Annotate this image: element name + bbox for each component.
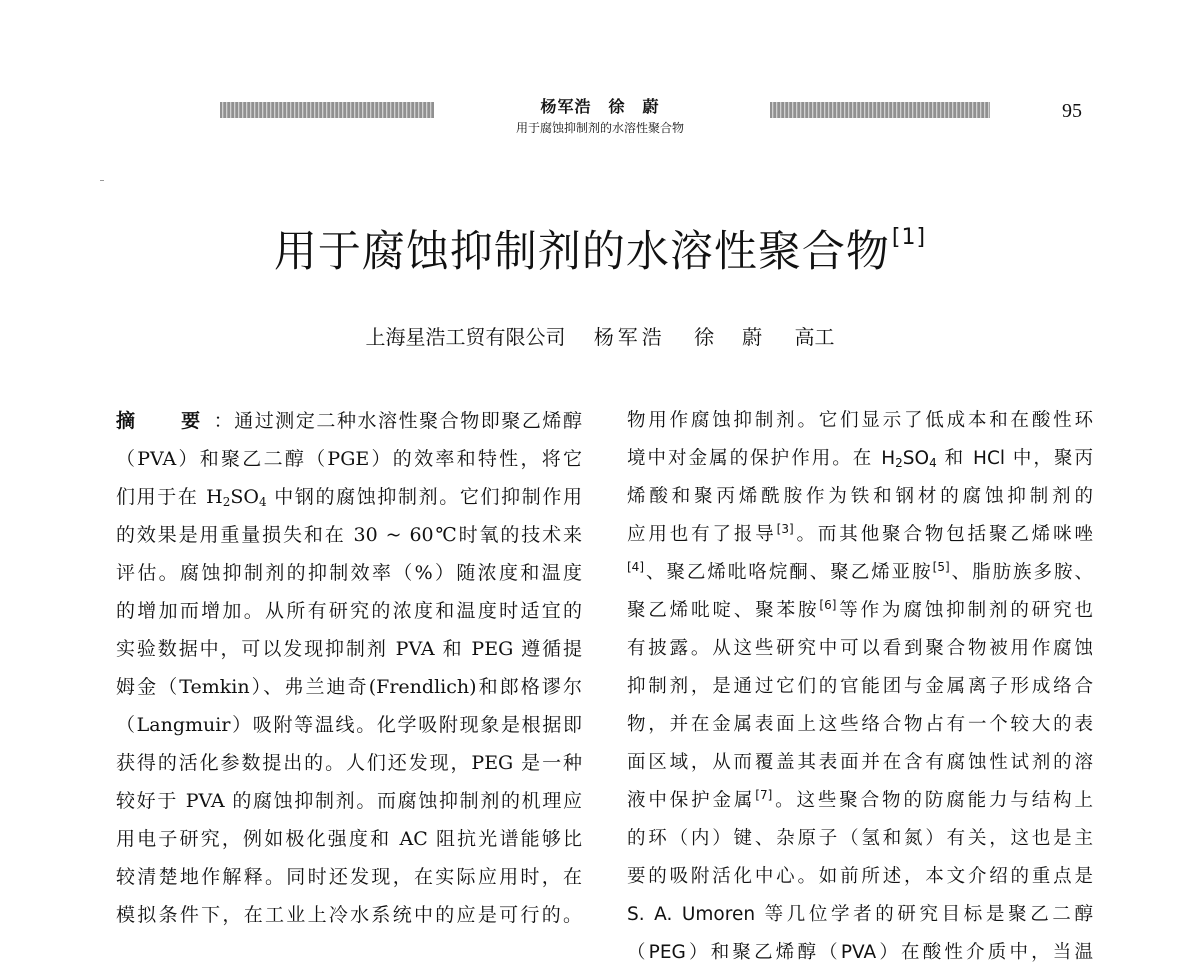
article-title bbox=[0, 222, 1200, 282]
abstract-line: （PVA）和聚乙二醇（PGE）的效率和特性，将它 bbox=[116, 448, 582, 470]
page-number: 95 bbox=[1062, 100, 1082, 122]
abstract-line: 们用于在 $H_2SO_4$ 中钢的腐蚀抑制剂。它们抑制作用 bbox=[116, 486, 583, 509]
subscript: 4 bbox=[929, 456, 937, 470]
body-line: 要的吸附活化中心。如前所述，本文介绍的重点是 bbox=[627, 866, 1093, 887]
citation-ref[interactable]: [4] bbox=[627, 560, 644, 574]
abstract-label: 摘 要 bbox=[116, 410, 214, 432]
body-line: 面区域，从而覆盖其表面并在含有腐蚀性试剂的溶 bbox=[627, 752, 1093, 773]
abstract-line: 的增加而增加。从所有研究的浓度和温度时适宜的 bbox=[116, 600, 582, 622]
abstract-line: 的效果是用重量损失和在 30 ~ 60℃时氧的技术来 bbox=[116, 524, 582, 546]
abstract-line: 较清楚地作解释。同时还发现，在实际应用时，在 bbox=[116, 866, 582, 888]
body-line: 境中对金属的保护作用。在 $H_2SO_4$ 和 HCl 中，聚丙 bbox=[627, 448, 1093, 470]
abstract-line: 获得的活化参数提出的。人们还发现，PEG 是一种 bbox=[116, 752, 582, 774]
subscript: 2 bbox=[895, 456, 903, 470]
body-line: 聚乙烯吡啶、聚苯胺[6]等作为腐蚀抑制剂的研究也 bbox=[627, 598, 1093, 621]
subscript: 2 bbox=[222, 495, 231, 509]
header-decorative-band-right bbox=[770, 102, 990, 118]
running-head bbox=[440, 96, 760, 138]
author-affiliation: 上海星浩工贸有限公司 bbox=[365, 325, 566, 349]
abstract-column bbox=[116, 402, 582, 934]
abstract-line: 姆金（Temkin）、弗兰迪奇(Frendlich)和郎格谬尔 bbox=[116, 676, 582, 698]
running-head-title: 用于腐蚀抑制剂的水溶性聚合物 bbox=[515, 121, 684, 135]
scan-artifact bbox=[100, 180, 104, 181]
abstract-line: （Langmuir）吸附等温线。化学吸附现象是根据即 bbox=[116, 714, 582, 736]
subscript: 4 bbox=[258, 495, 267, 509]
body-line: （PEG）和聚乙烯醇（PVA）在酸性介质中，当温 bbox=[627, 942, 1093, 963]
abstract-line: 模拟条件下，在工业上冷水系统中的应是可行的。 bbox=[116, 904, 582, 926]
article-title-text: 用于腐蚀抑制剂的水溶性聚合物 bbox=[273, 227, 890, 277]
abstract-line: 摘 要：通过测定二种水溶性聚合物即聚乙烯醇 bbox=[116, 410, 582, 432]
citation-ref[interactable]: [3] bbox=[776, 522, 794, 536]
title-reference[interactable]: [1] bbox=[891, 225, 927, 250]
abstract-line: 用电子研究，例如极化强度和 AC 阻抗光谱能够比 bbox=[116, 828, 582, 850]
author-name-2: 徐 蔚 bbox=[694, 325, 767, 349]
body-line: 有披露。从这些研究中可以看到聚合物被用作腐蚀 bbox=[627, 638, 1093, 659]
body-line: [4]、聚乙烯吡咯烷酮、聚乙烯亚胺[5]、脂肪族多胺、 bbox=[627, 560, 1093, 583]
running-head-authors: 杨军浩 徐 蔚 bbox=[540, 97, 660, 116]
body-line: 抑制剂，是通过它们的官能团与金属离子形成络合 bbox=[627, 676, 1093, 697]
body-line: 应用也有了报导[3]。而其他聚合物包括聚乙烯咪唑 bbox=[627, 522, 1093, 545]
body-column bbox=[627, 402, 1093, 972]
body-line: 液中保护金属[7]。这些聚合物的防腐能力与结构上 bbox=[627, 788, 1093, 811]
author-name-1: 杨军浩 bbox=[593, 325, 666, 349]
citation-ref[interactable]: [7] bbox=[755, 788, 773, 802]
body-line: S. A. Umoren 等几位学者的研究目标是聚乙二醇 bbox=[627, 904, 1093, 925]
citation-ref[interactable]: [6] bbox=[819, 598, 837, 612]
byline bbox=[0, 322, 1200, 352]
body-line: 烯酸和聚丙烯酰胺作为铁和钢材的腐蚀抑制剂的 bbox=[627, 486, 1093, 507]
author-role: 高工 bbox=[794, 325, 835, 349]
citation-ref[interactable]: [5] bbox=[932, 560, 950, 574]
body-line: 物，并在金属表面上这些络合物占有一个较大的表 bbox=[627, 714, 1093, 735]
abstract-line: 评估。腐蚀抑制剂的抑制效率（%）随浓度和温度 bbox=[116, 562, 582, 584]
body-line: 的环（内）键、杂原子（氢和氮）有关，这也是主 bbox=[627, 828, 1093, 849]
header-decorative-band-left bbox=[220, 102, 434, 118]
abstract-line: 实验数据中，可以发现抑制剂 PVA 和 PEG 遵循提 bbox=[116, 638, 582, 660]
abstract-line: 较好于 PVA 的腐蚀抑制剂。而腐蚀抑制剂的机理应 bbox=[116, 790, 582, 812]
body-line: 物用作腐蚀抑制剂。它们显示了低成本和在酸性环 bbox=[627, 410, 1093, 431]
